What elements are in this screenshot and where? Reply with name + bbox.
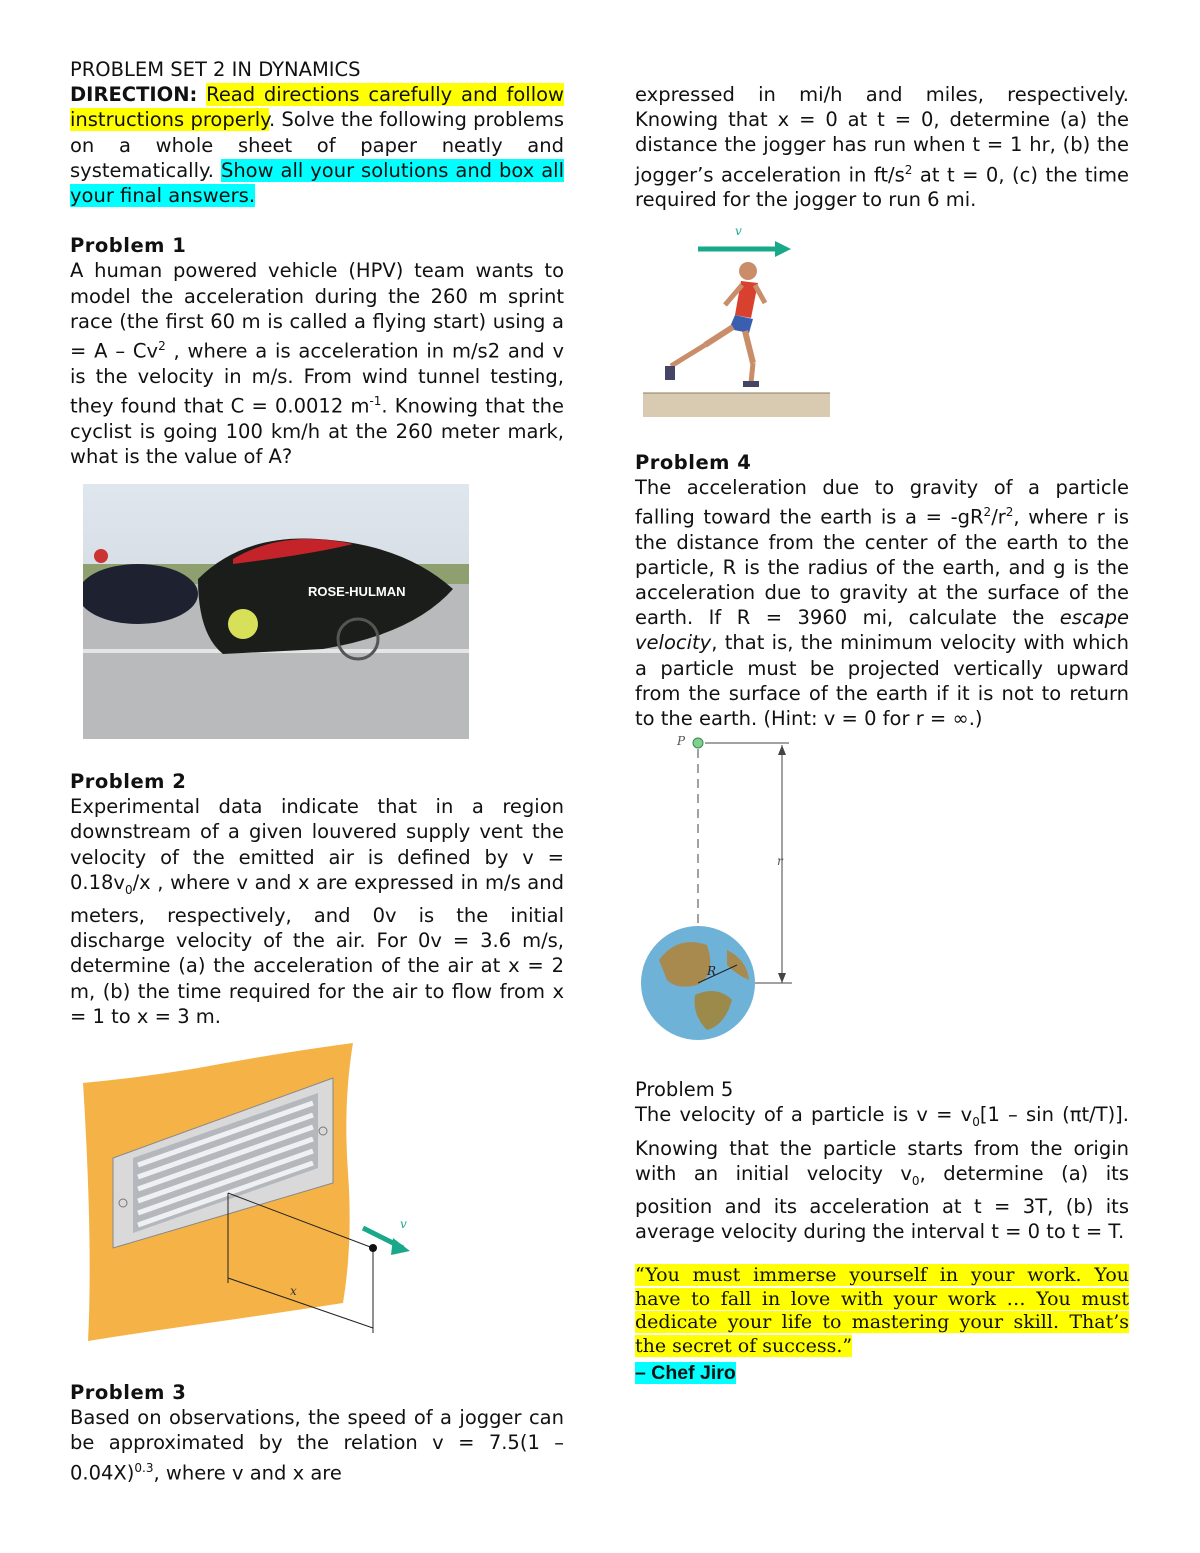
quote-text: “You must immerse yourself in your work. You have to fall in love with your work … You must dedicate your life to mastering your skill. That’s the secret of success.” <box>635 1264 1129 1357</box>
problem5-text: The velocity of a particle is $v = v_0[1 - \sin (\pi t/T)]$. Knowing that the particle starts from the origin with an initial velocity $v_0$, determine (a) its position and its acceleration at t = 3T, (b) its average velocity during the interval t = 0 to t = T. <box>635 1103 1129 1244</box>
problem1-text: A human powered vehicle (HPV) team wants to model the acceleration during the 260 m sprint race (the first 60 m is called a flying start) using a = A – Cv$^2$ , where a is acceleration in m/s2 and v is the velocity in m/s. From wind tunnel testing, they found that C = 0.0012 $m^{-1}$. Knowing that the cyclist is going 100 km/h at the 260 meter mark, what is the value of A? <box>70 259 564 468</box>
problem3-text-cont: expressed in mi/h and miles, respectively. Knowing that x = 0 at t = 0, determine (a) the distance the jogger has run when t = 1 hr, (b) the jogger’s acceleration in $ft/s^2$ at t = 0, (c) the time required for the jogger to run 6 mi. <box>635 83 1129 212</box>
quote-author: – Chef Jiro <box>635 1362 736 1385</box>
earth-p-label: P <box>677 735 686 749</box>
jogger-figure <box>643 223 833 418</box>
problem4-title: Problem 4 <box>635 450 752 474</box>
earth-diagram <box>637 735 797 1040</box>
problem5-title: Problem 5 <box>635 1078 734 1102</box>
jogger-v-label: v <box>735 223 742 238</box>
vent-v-label: v <box>400 1216 407 1231</box>
vent-x-label: x <box>290 1283 297 1298</box>
direction-highlight-1: Read directions carefully and follow instructions properly <box>70 83 564 132</box>
problem3-text-start: Based on observations, the speed of a jogger can be approximated by the relation v = 7.5(1 – 0.04X)$^{0.3}$, where v and x are <box>70 1406 564 1485</box>
problem3-title: Problem 3 <box>70 1380 187 1404</box>
problem4-text: The acceleration due to gravity of a particle falling toward the earth is $a = -gR^2/r^2$, where r is the distance from the center of the earth to the particle, R is the radius of the earth, and g is the acceleration due to gravity at the surface of the earth. If R = 3960 mi, calculate the escape velocity, that is, the minimum velocity with which a particle must be projected vertically upward from the surface of the earth if it is not to return to the earth. (Hint: v = 0 for r = ∞.) <box>635 475 1129 731</box>
problem1-title: Problem 1 <box>70 234 187 258</box>
problem2-title: Problem 2 <box>70 770 187 794</box>
vehicle-logo: ROSE-HULMAN <box>308 584 406 600</box>
hpv-photo <box>83 484 469 739</box>
direction-paragraph <box>70 82 564 208</box>
earth-R-label: R <box>707 964 717 979</box>
problem2-text: Experimental data indicate that in a region downstream of a given louvered supply vent the velocity of the emitted air is defined by $v = 0.18v_0/x$ , where v and x are expressed in m/s and meters, respectively, and 0v is the initial discharge velocity of the air. For 0v = 3.6 m/s, determine (a) the acceleration of the air at x = 2 m, (b) the time required for the air to flow from x = 1 to x = 3 m. <box>70 795 564 1028</box>
direction-highlight-2: Show all your solutions and box all your final answers. <box>70 158 564 208</box>
earth-r-label: r <box>777 854 783 869</box>
vent-diagram <box>78 1043 428 1348</box>
left-column <box>70 57 564 1485</box>
right-column <box>635 82 1129 1386</box>
direction-label: DIRECTION: <box>70 83 198 107</box>
page-title: PROBLEM SET 2 IN DYNAMICS <box>70 58 361 81</box>
direction-text: . Solve the following problems on a whole sheet of paper neatly and systematically. <box>70 108 564 182</box>
